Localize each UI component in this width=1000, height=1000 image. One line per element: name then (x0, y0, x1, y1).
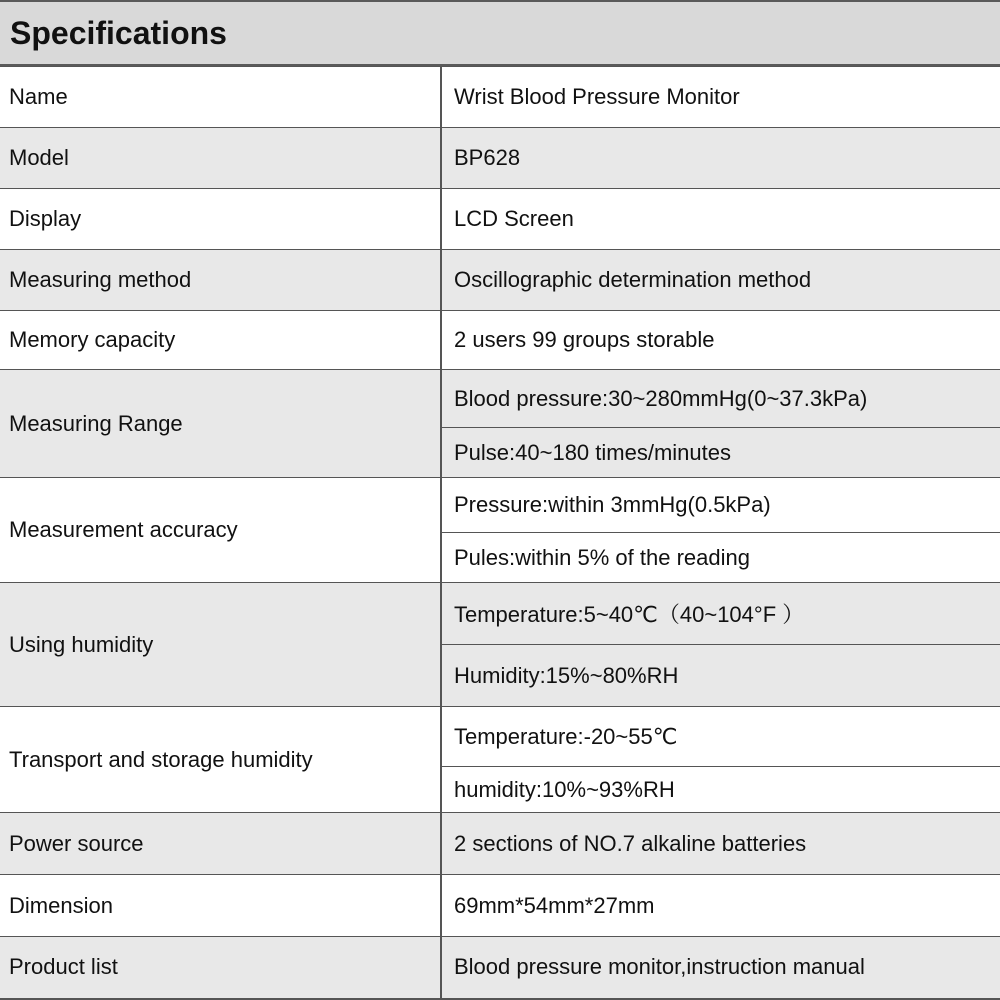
table-row-measurement-accuracy (0, 478, 1000, 533)
row-value: Wrist Blood Pressure Monitor (441, 67, 1000, 128)
specifications-table (0, 66, 1000, 1000)
row-value: BP628 (441, 128, 1000, 189)
table-row-using-humidity (0, 583, 1000, 645)
row-label: Name (0, 67, 441, 128)
table-row-measuring-range (0, 370, 1000, 428)
row-value: Blood pressure monitor,instruction manual (441, 937, 1000, 999)
row-value: Pulse:40~180 times/minutes (441, 428, 1000, 478)
row-label: Measuring method (0, 250, 441, 311)
table-row-measuring-method (0, 250, 1000, 311)
table-row-display (0, 189, 1000, 250)
row-value: Humidity:15%~80%RH (441, 645, 1000, 707)
row-value: Temperature:5~40℃（40~104°F ） (441, 583, 1000, 645)
table-row-name (0, 67, 1000, 128)
row-label: Power source (0, 813, 441, 875)
table-row-transport-storage (0, 707, 1000, 767)
row-value: Blood pressure:30~280mmHg(0~37.3kPa) (441, 370, 1000, 428)
row-value: 69mm*54mm*27mm (441, 875, 1000, 937)
row-label: Model (0, 128, 441, 189)
row-value: 2 users 99 groups storable (441, 311, 1000, 370)
table-row-model (0, 128, 1000, 189)
row-value: humidity:10%~93%RH (441, 767, 1000, 813)
row-value: Pressure:within 3mmHg(0.5kPa) (441, 478, 1000, 533)
row-value: 2 sections of NO.7 alkaline batteries (441, 813, 1000, 875)
row-label: Transport and storage humidity (0, 707, 441, 813)
table-row-memory-capacity (0, 311, 1000, 370)
row-label: Memory capacity (0, 311, 441, 370)
page-title: Specifications (10, 14, 227, 51)
row-value: Oscillographic determination method (441, 250, 1000, 311)
row-label: Measurement accuracy (0, 478, 441, 583)
table-row-product-list (0, 937, 1000, 999)
row-value: LCD Screen (441, 189, 1000, 250)
row-label: Display (0, 189, 441, 250)
row-value: Pules:within 5% of the reading (441, 533, 1000, 583)
title-bar (0, 0, 1000, 66)
row-label: Measuring Range (0, 370, 441, 478)
row-label: Dimension (0, 875, 441, 937)
row-value: Temperature:-20~55℃ (441, 707, 1000, 767)
table-row-power-source (0, 813, 1000, 875)
table-row-dimension (0, 875, 1000, 937)
row-label: Product list (0, 937, 441, 999)
row-label: Using humidity (0, 583, 441, 707)
